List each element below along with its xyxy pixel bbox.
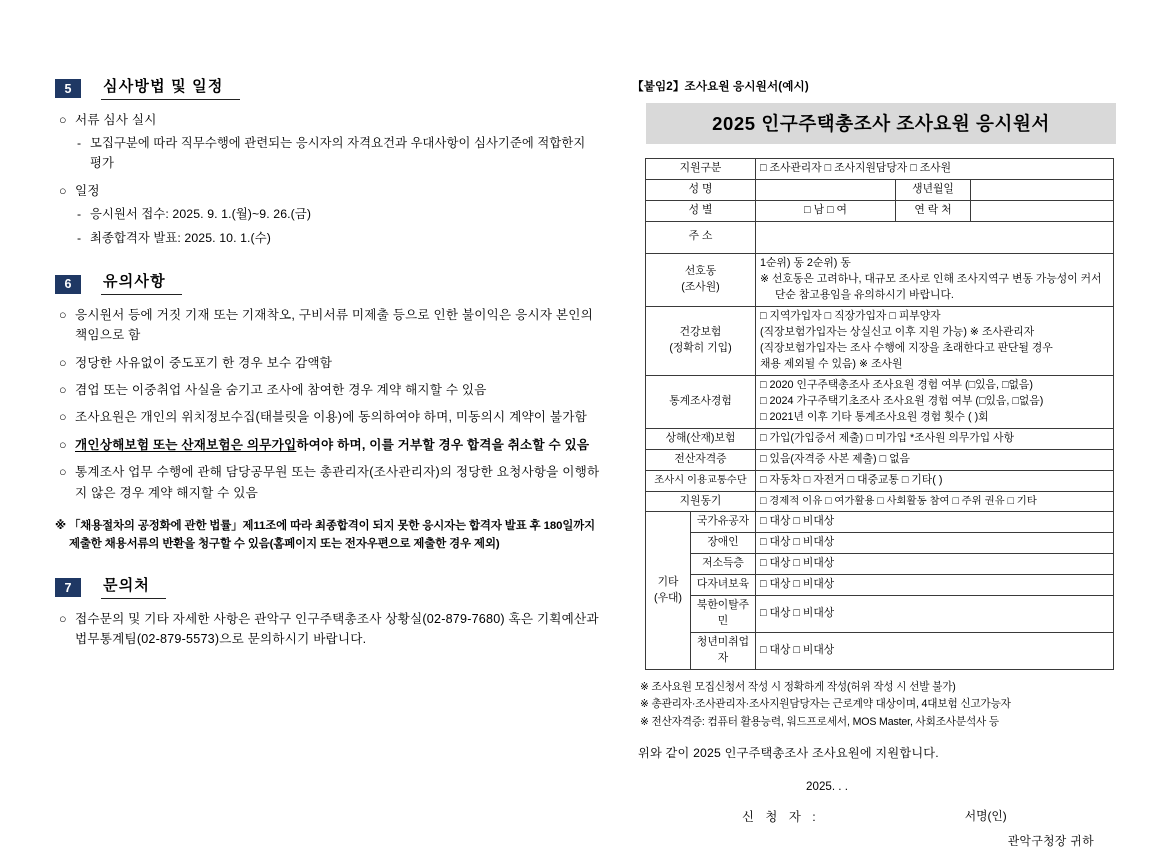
exp-line-3: □ 2021년 이후 기타 통계조사요원 경험 횟수 ( )회 (760, 410, 989, 423)
etc-sub-label: 청년미취업자 (691, 633, 756, 670)
reference-mark-icon: ※ (55, 520, 67, 533)
row-label-motivation: 지원동기 (646, 491, 756, 512)
table-row (646, 200, 1114, 221)
pref-note-line-2: 단순 참고용임을 유의하시기 바랍니다. (775, 288, 954, 301)
row-value[interactable]: □ 조사관리자 □ 조사지원담당자 □ 조사원 (756, 159, 1114, 180)
row-label-health-insurance (646, 306, 756, 375)
section-6-footnote (55, 517, 600, 553)
row-label-it-certificate: 전산자격증 (646, 449, 756, 470)
field-name[interactable] (756, 179, 896, 200)
addressee-line: 관악구청장 귀하 (1007, 833, 1094, 848)
row-label-injury-insurance: 상해(산재)보험 (646, 428, 756, 449)
application-form-table (645, 158, 1114, 670)
footnote-2: ※ 총관리자·조사관리자·조사지원담당자는 근로계약 대상이며, 4대보험 신고가능자 (640, 698, 1011, 711)
declaration-text: 위와 같이 2025 인구주택총조사 조사요원에 지원합니다. (638, 745, 939, 760)
list-item-text: 일정 (75, 183, 100, 198)
list-item-text: 통계조사 업무 수행에 관해 담당공무원 또는 총관리자(조사관리자)의 정당한 요청사항을 이행하지 않은 경우 계약 해지할 수 있음 (75, 465, 600, 500)
section-5-title: 심사방법 및 일정 (101, 78, 240, 100)
dash-marker: - (77, 207, 82, 222)
list-item-rest: 하여야 하며, 이를 거부할 경우 합격을 취소할 수 있음 (296, 437, 590, 452)
etc-field[interactable]: □ 대상 □ 비대상 (756, 575, 1114, 596)
list-item-text: 겸업 또는 이중취업 사실을 숨기고 조사에 참여한 경우 계약 해지할 수 있음 (75, 383, 487, 398)
field-birthdate[interactable] (971, 179, 1114, 200)
health-line-1: □ 지역가입자 □ 직장가입자 □ 피부양자 (760, 309, 941, 322)
row-label-preferred-dong (646, 253, 756, 306)
table-row (646, 159, 1114, 180)
field-it-certificate[interactable]: □ 있음(자격증 사본 제출) □ 없음 (756, 449, 1114, 470)
table-row (646, 221, 1114, 253)
list-item-text: 최종합격자 발표: 2025. 10. 1.(수) (90, 231, 271, 246)
section-6-title: 유의사항 (101, 273, 182, 295)
dash-marker: - (77, 231, 82, 246)
pref-note-line-1: ※ 선호동은 고려하나, 대규모 조사로 인해 조사지역구 변동 가능성이 커서 (760, 272, 1102, 285)
row-label-etc-preference (646, 512, 691, 670)
exp-line-1: □ 2020 인구주택총조사 조사요원 경험 여부 (□있음, □없음) (760, 378, 1033, 391)
table-row (646, 253, 1114, 306)
footnote-text: 「채용절차의 공정화에 관한 법률」제11조에 따라 최종합격이 되지 못한 응시자는 합격자 발표 후 180일까지 제출한 채용서류의 반환을 청구할 수 있음(홈페이지 또는 전자우편으로 제출한 경우 제외) (69, 520, 596, 551)
table-row (646, 470, 1114, 491)
left-column (55, 78, 600, 650)
list-item-text (75, 435, 600, 455)
table-row (646, 633, 1114, 670)
field-preferred-dong[interactable] (756, 253, 1114, 306)
section-6-badge: 6 (55, 275, 81, 294)
row-label-line1: 건강보험 (679, 325, 722, 338)
section-7-badge: 7 (55, 578, 81, 597)
date-line[interactable]: 2025. . . (806, 779, 848, 793)
health-line-4: 채용 제외될 수 있음) ※ 조사원 (760, 357, 903, 370)
list-item (59, 380, 600, 400)
etc-sub-label: 북한이탈주민 (691, 596, 756, 633)
table-row (646, 449, 1114, 470)
section-5-header (55, 78, 600, 100)
list-item-text: 응시원서 등에 거짓 기재 또는 기재착오, 구비서류 미제출 등으로 인한 불이익은 응시자 본인의 책임으로 함 (75, 307, 593, 343)
right-column (632, 78, 1122, 849)
bullet-marker: ○ (59, 355, 67, 370)
bullet-marker: ○ (59, 383, 67, 398)
list-item (77, 205, 600, 225)
row-label-gender: 성 별 (646, 200, 756, 221)
list-item-text: 모집구분에 따라 직무수행에 관련되는 응시자의 자격요건과 우대사항이 심사기준에 적합한지 평가 (90, 136, 586, 171)
list-item (59, 353, 600, 373)
table-row (646, 512, 1114, 533)
bullet-marker: ○ (59, 410, 67, 425)
section-7-title: 문의처 (101, 577, 166, 599)
list-item (59, 609, 600, 650)
list-item (59, 407, 600, 427)
etc-sub-label: 장애인 (691, 533, 756, 554)
row-label-name: 성 명 (646, 179, 756, 200)
field-transport[interactable]: □ 자동차 □ 자전거 □ 대중교통 □ 기타( ) (756, 470, 1114, 491)
bullet-marker: ○ (59, 183, 67, 198)
section-5-badge: 5 (55, 79, 81, 98)
table-row (646, 575, 1114, 596)
row-label-address: 주 소 (646, 221, 756, 253)
list-item (59, 305, 600, 346)
list-item-text: 서류 심사 실시 (75, 112, 157, 127)
row-label-line1: 선호동 (684, 264, 717, 277)
etc-field[interactable]: □ 대상 □ 비대상 (756, 512, 1114, 533)
etc-label-line1: 기타 (657, 575, 679, 588)
bullet-marker: ○ (59, 611, 67, 626)
row-label: 지원구분 (646, 159, 756, 180)
etc-field[interactable]: □ 대상 □ 비대상 (756, 633, 1114, 670)
footnote-1: ※ 조사요원 모집신청서 작성 시 정확하게 작성(허위 작성 시 선발 불가) (640, 681, 956, 694)
etc-sub-label: 국가유공자 (691, 512, 756, 533)
list-item-text: 접수문의 및 기타 자세한 사항은 관악구 인구주택총조사 상황실(02-879-7680) 혹은 기획예산과 법무통계팀(02-879-5573)으로 문의하시기 바랍니다. (75, 611, 599, 647)
etc-field[interactable]: □ 대상 □ 비대상 (756, 554, 1114, 575)
dash-marker: - (77, 136, 82, 151)
row-label-contact: 연 락 처 (896, 200, 971, 221)
table-row (646, 179, 1114, 200)
list-item-emphasized (59, 435, 600, 455)
row-label-line2: (조사원) (681, 280, 720, 293)
table-row (646, 596, 1114, 633)
form-footnotes (640, 679, 1122, 730)
bullet-marker: ○ (59, 307, 67, 322)
list-item (77, 134, 600, 174)
field-health-insurance[interactable] (756, 306, 1114, 375)
health-line-2: (직장보험가입자는 상실신고 이후 지원 가능) ※ 조사관리자 (760, 325, 1035, 338)
section-6-header (55, 273, 600, 295)
field-motivation[interactable]: □ 경제적 이유 □ 여가활용 □ 사회활동 참여 □ 주위 권유 □ 기타 (756, 491, 1114, 512)
attachment-label: 【붙임2】조사요원 응시원서(예시) (632, 80, 809, 93)
pref-line-1: 1순위) 동 2순위) 동 (760, 256, 851, 269)
spacer (55, 249, 600, 273)
applicant-line (632, 807, 1122, 825)
field-injury-insurance[interactable]: □ 가입(가입증서 제출) □ 미가입 *조사원 의무가입 사항 (756, 428, 1114, 449)
row-label-survey-experience: 통계조사경험 (646, 375, 756, 428)
row-label-line2: (정확히 기입) (669, 341, 732, 354)
field-address[interactable] (756, 221, 1114, 253)
field-survey-experience[interactable] (756, 375, 1114, 428)
list-item (59, 181, 600, 201)
list-item (77, 229, 600, 249)
signature-label[interactable]: 서명(인) (964, 808, 1007, 823)
spacer (55, 553, 600, 577)
etc-field[interactable]: □ 대상 □ 비대상 (756, 596, 1114, 633)
etc-field[interactable]: □ 대상 □ 비대상 (756, 533, 1114, 554)
list-item-text: 응시원서 접수: 2025. 9. 1.(월)~9. 26.(금) (90, 207, 312, 222)
form-title-banner: 2025 인구주택총조사 조사요원 응시원서 (646, 103, 1116, 144)
list-item-text: 정당한 사유없이 중도포기 한 경우 보수 감액함 (75, 355, 333, 370)
underlined-phrase: 개인상해보험 또는 산재보험은 의무가입 (75, 437, 297, 452)
etc-sub-label: 다자녀보육 (691, 575, 756, 596)
table-row (646, 375, 1114, 428)
table-row (646, 428, 1114, 449)
section-7-header (55, 577, 600, 599)
field-contact[interactable] (971, 200, 1114, 221)
bullet-marker: ○ (59, 465, 67, 480)
row-label-transport: 조사시 이용교통수단 (646, 470, 756, 491)
table-row (646, 533, 1114, 554)
table-row (646, 554, 1114, 575)
etc-sub-label: 저소득층 (691, 554, 756, 575)
bullet-marker: ○ (59, 437, 67, 452)
bullet-marker: ○ (59, 112, 67, 127)
row-label-birthdate: 생년월일 (896, 179, 971, 200)
list-item-text: 조사요원은 개인의 위치정보수집(태블릿을 이용)에 동의하여야 하며, 미동의시 계약이 불가함 (75, 410, 587, 425)
table-row (646, 491, 1114, 512)
health-line-3: (직장보험가입자는 조사 수행에 지장을 초래한다고 판단될 경우 (760, 341, 1053, 354)
field-gender[interactable]: □ 남 □ 여 (756, 200, 896, 221)
table-row (646, 306, 1114, 375)
list-item (59, 462, 600, 503)
exp-line-2: □ 2024 가구주택기초조사 조사요원 경험 여부 (□있음, □없음) (760, 394, 1044, 407)
applicant-label: 신 청 자 : (742, 809, 820, 824)
footnote-3: ※ 전산자격증: 컴퓨터 활용능력, 워드프로세서, MOS Master, 사회조사분석사 등 (640, 715, 999, 728)
list-item (59, 110, 600, 130)
etc-label-line2: (우대) (653, 591, 683, 604)
